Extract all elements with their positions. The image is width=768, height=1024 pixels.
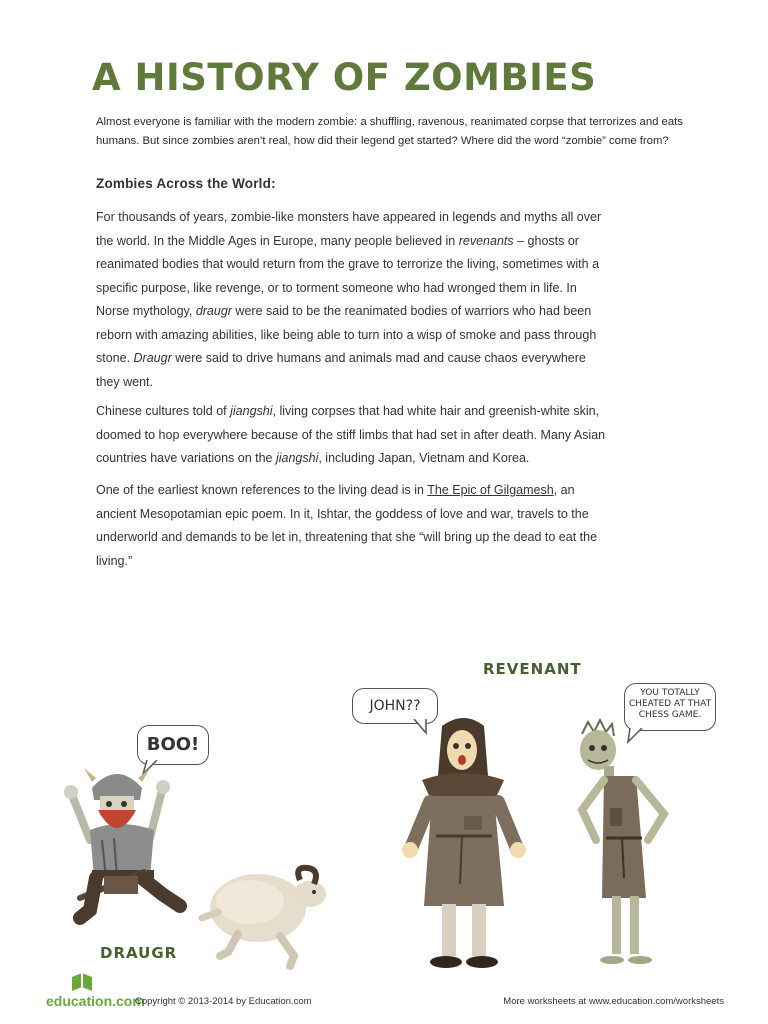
intro-paragraph: Almost everyone is familiar with the modern zombie: a shuffling, ravenous, reanimated corpse that terrorizes and eats humans. But since zombies aren’t real, how did their legend get started? Where did the word “zombie” come from? [96,116,683,147]
draugr-caption: DRAUGR [100,944,178,962]
education-logo-icon [70,971,94,993]
john-speech-bubble: JOHN?? [352,688,438,724]
boo-speech-bubble: BOO! [137,725,209,765]
paragraph-gilgamesh: One of the earliest known references to the living dead is in The Epic of Gilgamesh, an ancient Mesopotamian epic poem. In it, Ishtar, the goddess of love and war, travels to the underworld and demands to be let in, threatening that she “will bring up the dead to eat the living.” [96,483,598,568]
education-logo[interactable]: education.com [46,993,145,1009]
paragraph-zombies-world: For thousands of years, zombie-like monsters have appeared in legends and myths all over the world. In the Middle Ages in Europe, many people believed in revenants – ghosts or reanimated bodies that would return from the grave to terrorize the living, sometimes with a specific purpose, like revenge, or to torment someone who had wronged them in life. In Norse mythology, draugr were said to be the reanimated bodies of warriors who had been reborn with amazing abilities, like being able to turn into a wisp of smoke and pass through stone. Draugr were said to drive humans and animals mad and cause chaos everywhere they went. [96,210,602,389]
footer [0,985,768,1015]
cheat-line-1: YOU TOTALLY [640,688,700,698]
gilgamesh-link[interactable]: The Epic of Gilgamesh [427,483,554,497]
revenant-caption: REVENANT [483,660,582,678]
zombie-illustration [574,718,682,968]
revenant-illustration [396,716,532,972]
copyright-text: Copyright © 2013-2014 by Education.com [135,996,312,1007]
cheat-line-3: CHESS GAME. [638,710,702,720]
ram-illustration [198,856,336,974]
page-title: A HISTORY OF ZOMBIES [92,56,597,99]
section-heading: Zombies Across the World: [96,176,276,191]
paragraph-jiangshi: Chinese cultures told of jiangshi, living corpses that had white hair and greenish-white skin, doomed to hop everywhere because of the stiff limbs that had set in after death. Many Asian countries have variations on the jiangshi, including Japan, Vietnam and Korea. [96,404,606,465]
more-worksheets-link[interactable]: More worksheets at www.education.com/worksheets [503,996,724,1007]
draugr-illustration [62,760,192,930]
cheat-line-2: CHEATED AT THAT [628,699,712,709]
